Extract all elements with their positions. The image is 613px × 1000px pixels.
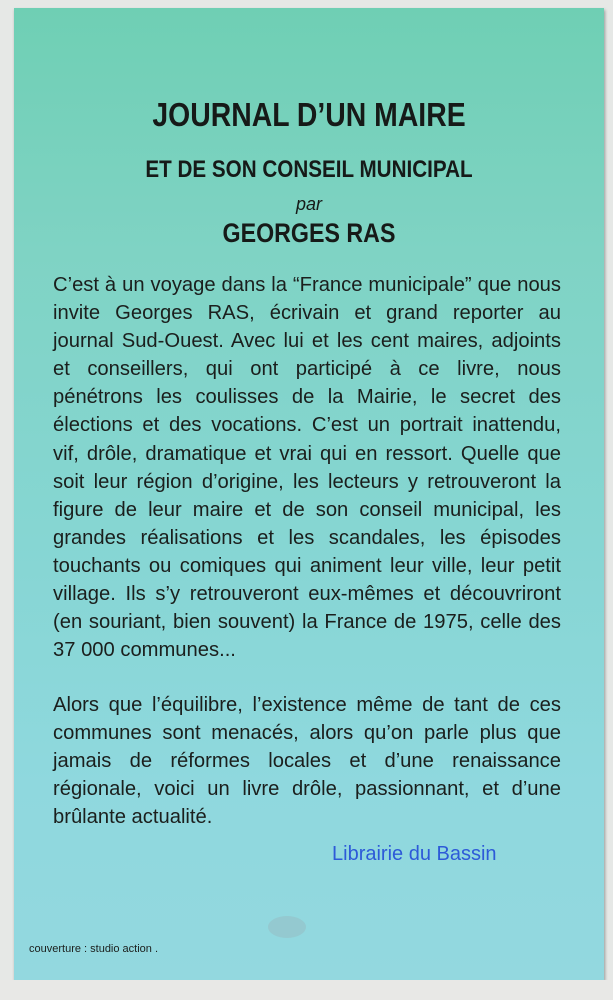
background-surface bbox=[0, 980, 613, 1000]
blurb-paragraph-2: Alors que l’équilibre, l’existence même de tant de ces communes sont menacés, alors qu’on parle plus que jamais de réformes locales et d’une renaissance régionale, voici un livre drôle, passionnant, et d’une brûlante actualité. bbox=[53, 694, 561, 829]
cover-credit: couverture : studio action . bbox=[29, 943, 159, 955]
blurb-paragraph-1: C’est à un voyage dans la “France municipale” que nous invite Georges RAS, écrivain et grand reporter au journal Sud-Ouest. Avec lui et les cent maires, adjoints et conseillers, qui ont participé à ce livre, nous pénétrons les coulisses de la Mairie, le secret des élections et des vocations. C’est un portrait inattendu, vif, drôle, dramatique et vrai qui en ressort. Quelle que soit leur région d’origine, les lecteurs y retrouveront la figure de leur maire et de son conseil municipal, les grandes réalisations et les scandales, les épisodes touchants ou comiques qui animent leur ville, leur petit village. Ils s’y retrouveront eux-mêmes et découvriront (en souriant, bien souvent) la France de 1975, celle des 37 000 communes... bbox=[53, 274, 561, 662]
book-title: JOURNAL D’UN MAIRE bbox=[152, 96, 466, 133]
book-subtitle: ET DE SON CONSEIL MUNICIPAL bbox=[145, 156, 473, 183]
author-name: GEORGES RAS bbox=[222, 218, 396, 248]
seller-watermark: Librairie du Bassin bbox=[332, 843, 497, 865]
cover-smudge bbox=[268, 916, 306, 938]
by-line: par bbox=[295, 194, 322, 214]
